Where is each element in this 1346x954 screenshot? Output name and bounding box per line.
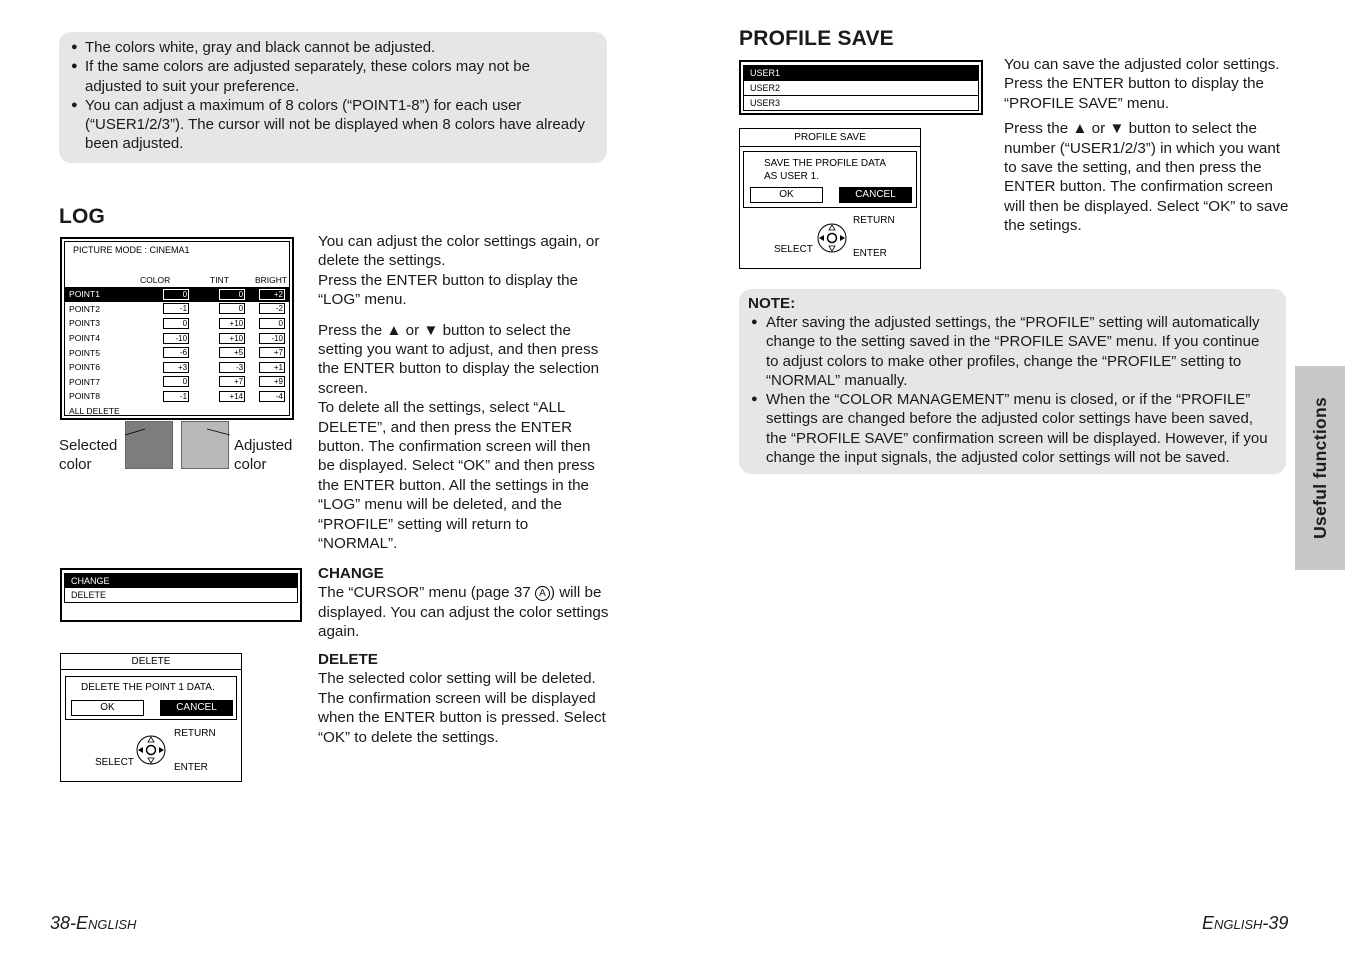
- log-row[interactable]: [65, 360, 289, 375]
- log-row-name-cell: POINT2: [69, 303, 101, 314]
- left-footer-word: English: [76, 913, 137, 933]
- log-row-tint-cell: [193, 287, 249, 302]
- log-row-bright-cell: [249, 345, 289, 360]
- log-row-tint-cell: [193, 345, 249, 360]
- log-p2: Press the ENTER button to display the “LOG” menu.: [318, 271, 579, 309]
- adjusted-color-label: [234, 436, 302, 475]
- log-row-tint-cell: [193, 375, 249, 390]
- profile-save-select-label: SELECT: [774, 244, 813, 255]
- log-row-tint-cell: [193, 302, 249, 317]
- log-row-bright-cell: [249, 360, 289, 375]
- picture-mode-label: PICTURE MODE : CINEMA1: [73, 245, 190, 255]
- log-row[interactable]: [65, 316, 289, 331]
- profile-save-p2: Press the ENTER button to display the “PROFILE SAVE” menu.: [1004, 75, 1265, 112]
- log-p3: Press the ▲ or ▼ button to select the setting you want to adjust, and then press the ENTER button to display the selection screen.: [318, 321, 600, 397]
- profile-save-dialog-title: PROFILE SAVE: [740, 129, 920, 147]
- adjusted-color-text: Adjusted color: [234, 437, 293, 474]
- log-row-tint-cell: [193, 316, 249, 331]
- log-row-name-cell: POINT6: [69, 362, 101, 373]
- log-row-bright-cell: [249, 389, 289, 404]
- profile-save-dialog-box: [743, 151, 917, 208]
- right-page-number: [1202, 913, 1288, 934]
- change-text-after: ) will be displayed. You can adjust the color settings again.: [318, 584, 609, 641]
- log-text: [318, 232, 610, 554]
- adjusted-leader: [207, 429, 230, 435]
- log-row-tint-cell: [193, 389, 249, 404]
- delete-heading: DELETE: [318, 651, 378, 668]
- log-row[interactable]: [65, 375, 289, 390]
- log-row[interactable]: [65, 302, 289, 317]
- circled-letter: A: [539, 588, 546, 600]
- log-row[interactable]: [65, 331, 289, 346]
- menu-change[interactable]: CHANGE: [65, 574, 297, 588]
- note-item: ● After saving the adjusted settings, the “PROFILE” setting will automatically change to the setting saved in the “PROFILE SAVE” menu. If you continue to adjust colors to make other profiles, change the “PROFILE” setting to “NORMAL” manually.: [751, 313, 1273, 390]
- log-row-bright: -10: [259, 333, 285, 344]
- log-row-tint: 0: [219, 289, 245, 300]
- log-menu-inner: [64, 241, 290, 416]
- delete-dialog-title: DELETE: [61, 654, 241, 670]
- profile-save-heading: PROFILE SAVE: [739, 27, 894, 50]
- log-row-color-cell: [133, 360, 193, 375]
- log-row-bright-cell: [249, 287, 289, 302]
- profile-save-cancel-button[interactable]: CANCEL: [839, 187, 912, 203]
- log-row-tint-cell: [193, 360, 249, 375]
- log-row-color: +3: [163, 362, 189, 373]
- col-tint-header: TINT: [210, 275, 229, 285]
- delete-cancel-button[interactable]: CANCEL: [160, 700, 233, 716]
- log-row-bright: +1: [259, 362, 285, 373]
- log-row-color: -10: [163, 333, 189, 344]
- log-row-color-cell: [133, 345, 193, 360]
- change-text: [318, 583, 610, 641]
- log-row-color-cell: [133, 287, 193, 302]
- log-row-name-cell: POINT4: [69, 333, 101, 344]
- note-list: [751, 313, 1273, 467]
- profile-save-dialog: [739, 128, 921, 269]
- note-heading: NOTE:: [748, 295, 796, 312]
- delete-return-label: RETURN: [174, 728, 216, 739]
- log-row-bright: -2: [259, 303, 285, 314]
- user-menu-item-3[interactable]: USER3: [750, 98, 781, 108]
- log-row-color-cell: [133, 375, 193, 390]
- user-menu-item-2[interactable]: USER2: [744, 81, 978, 96]
- log-menu: [60, 237, 294, 420]
- log-row-bright: +7: [259, 347, 285, 358]
- joystick-icon: [135, 734, 167, 766]
- log-row[interactable]: [65, 345, 289, 360]
- delete-text: The selected color setting will be deleted. The confirmation screen will be displayed when the ENTER button is pressed. Select “OK” to delete the settings.: [318, 670, 606, 746]
- log-row-bright: -4: [259, 391, 285, 402]
- log-p4: To delete all the settings, select “ALL DELETE”, and then press the ENTER button. The confirmation screen will then be displayed. Select “OK” and then press the ENTER button. All the settings in the “LOG” menu will be deleted, and the “PROFILE” setting will return to “NORMAL”.: [318, 399, 595, 553]
- note-item: ● When the “COLOR MANAGEMENT” menu is closed, or if the “PROFILE” settings are changed before the adjusted color settings have been saved, the “PROFILE SAVE” confirmation screen will be displayed. However, if you change the input signals, the adjusted color settings will not be saved.: [751, 390, 1273, 467]
- log-row-bright-cell: [249, 331, 289, 346]
- log-row[interactable]: [65, 287, 289, 302]
- log-row[interactable]: [65, 389, 289, 404]
- log-row-tint: +10: [219, 318, 245, 329]
- change-delete-inner: [64, 573, 298, 603]
- profile-save-return-label: RETURN: [853, 215, 895, 226]
- all-delete-row[interactable]: [65, 404, 289, 419]
- note-item: ● You can adjust a maximum of 8 colors (“POINT1-8”) for each user (“USER1/2/3”). The cursor will not be displayed when 8 colors have already been adjusted.: [71, 96, 586, 154]
- log-heading: LOG: [59, 205, 106, 228]
- log-row-name-cell: POINT7: [69, 376, 101, 387]
- selected-color-text: Selected color: [59, 437, 118, 474]
- profile-save-p3: Press the ▲ or ▼ button to select the number (“USER1/2/3”) in which you want to save the setting, and then press the ENTER button. The confirmation screen will then be displayed. Select “OK” to save the setings.: [1004, 120, 1289, 235]
- swatch-leaders: [118, 420, 238, 450]
- log-p1: You can adjust the color settings again, or delete the settings.: [318, 233, 600, 270]
- change-text-before: The “CURSOR” menu (page 37: [318, 584, 535, 602]
- delete-enter-label: ENTER: [174, 762, 208, 773]
- profile-save-enter-label: ENTER: [853, 248, 887, 259]
- left-footer-num: 38-: [50, 913, 77, 933]
- note-item: ● The colors white, gray and black cannot be adjusted.: [71, 38, 586, 57]
- profile-save-msg-2: AS USER 1.: [764, 171, 820, 182]
- right-footer-num: -39: [1262, 913, 1289, 933]
- top-note-box: [59, 32, 607, 163]
- delete-dialog: [60, 653, 242, 782]
- selected-color-label: [59, 436, 125, 475]
- delete-dialog-message: DELETE THE POINT 1 DATA.: [81, 682, 215, 693]
- left-page-number: [50, 913, 136, 934]
- log-row-color-cell: [133, 331, 193, 346]
- log-row-tint: +7: [219, 376, 245, 387]
- log-row-name-cell: POINT3: [69, 318, 101, 329]
- side-tab-label: Useful functions: [1309, 397, 1330, 539]
- delete-ok-button[interactable]: OK: [71, 700, 144, 716]
- log-row-color: -1: [163, 303, 189, 314]
- note-box: [739, 289, 1286, 474]
- delete-section: [318, 650, 610, 747]
- change-heading: CHANGE: [318, 565, 384, 582]
- profile-save-msg-1: SAVE THE PROFILE DATA: [764, 158, 887, 169]
- log-row-color-cell: [133, 316, 193, 331]
- log-row-bright-cell: [249, 302, 289, 317]
- user-menu-item-1[interactable]: USER1: [744, 66, 978, 81]
- log-row-name-cell: POINT5: [69, 347, 101, 358]
- log-row-color: -6: [163, 347, 189, 358]
- log-row-bright: 0: [259, 318, 285, 329]
- profile-save-p1: You can save the adjusted color settings.: [1004, 56, 1280, 73]
- log-row-name-cell: POINT1: [65, 287, 133, 302]
- delete-select-label: SELECT: [95, 757, 134, 768]
- log-row-color-cell: [133, 302, 193, 317]
- note-item: ● If the same colors are adjusted separately, these colors may not be adjusted to suit your preference.: [71, 57, 586, 96]
- profile-save-text: [1004, 55, 1290, 236]
- log-row-tint: +10: [219, 333, 245, 344]
- all-delete-label: ALL DELETE: [69, 406, 120, 417]
- log-row-tint: -3: [219, 362, 245, 373]
- log-row-color: 0: [163, 376, 189, 387]
- log-row-bright: +2: [259, 289, 285, 300]
- profile-save-ok-button[interactable]: OK: [750, 187, 823, 203]
- delete-dialog-box: [65, 676, 237, 720]
- right-footer-word: English: [1202, 913, 1263, 933]
- menu-delete[interactable]: DELETE: [71, 590, 107, 600]
- log-row-bright-cell: [249, 316, 289, 331]
- user-menu: [739, 60, 983, 115]
- side-tab: [1295, 366, 1345, 570]
- log-row-tint: +5: [219, 347, 245, 358]
- top-note-list: [71, 38, 586, 154]
- log-row-color: -1: [163, 391, 189, 402]
- circled-a-icon: [535, 586, 550, 601]
- log-row-name-cell: POINT8: [69, 391, 101, 402]
- log-row-tint-cell: [193, 331, 249, 346]
- log-row-tint: +14: [219, 391, 245, 402]
- log-row-bright-cell: [249, 375, 289, 390]
- change-section: [318, 564, 610, 642]
- col-bright-header: BRIGHT: [255, 275, 288, 285]
- log-table: [65, 287, 289, 418]
- log-row-tint: 0: [219, 303, 245, 314]
- joystick-icon: [816, 222, 848, 254]
- log-row-color: 0: [163, 289, 189, 300]
- log-row-bright: +9: [259, 376, 285, 387]
- col-color-header: COLOR: [140, 275, 171, 285]
- change-delete-menu: [60, 568, 302, 622]
- log-row-color-cell: [133, 389, 193, 404]
- selected-leader: [125, 429, 145, 435]
- user-menu-inner: [743, 65, 979, 111]
- log-row-color: 0: [163, 318, 189, 329]
